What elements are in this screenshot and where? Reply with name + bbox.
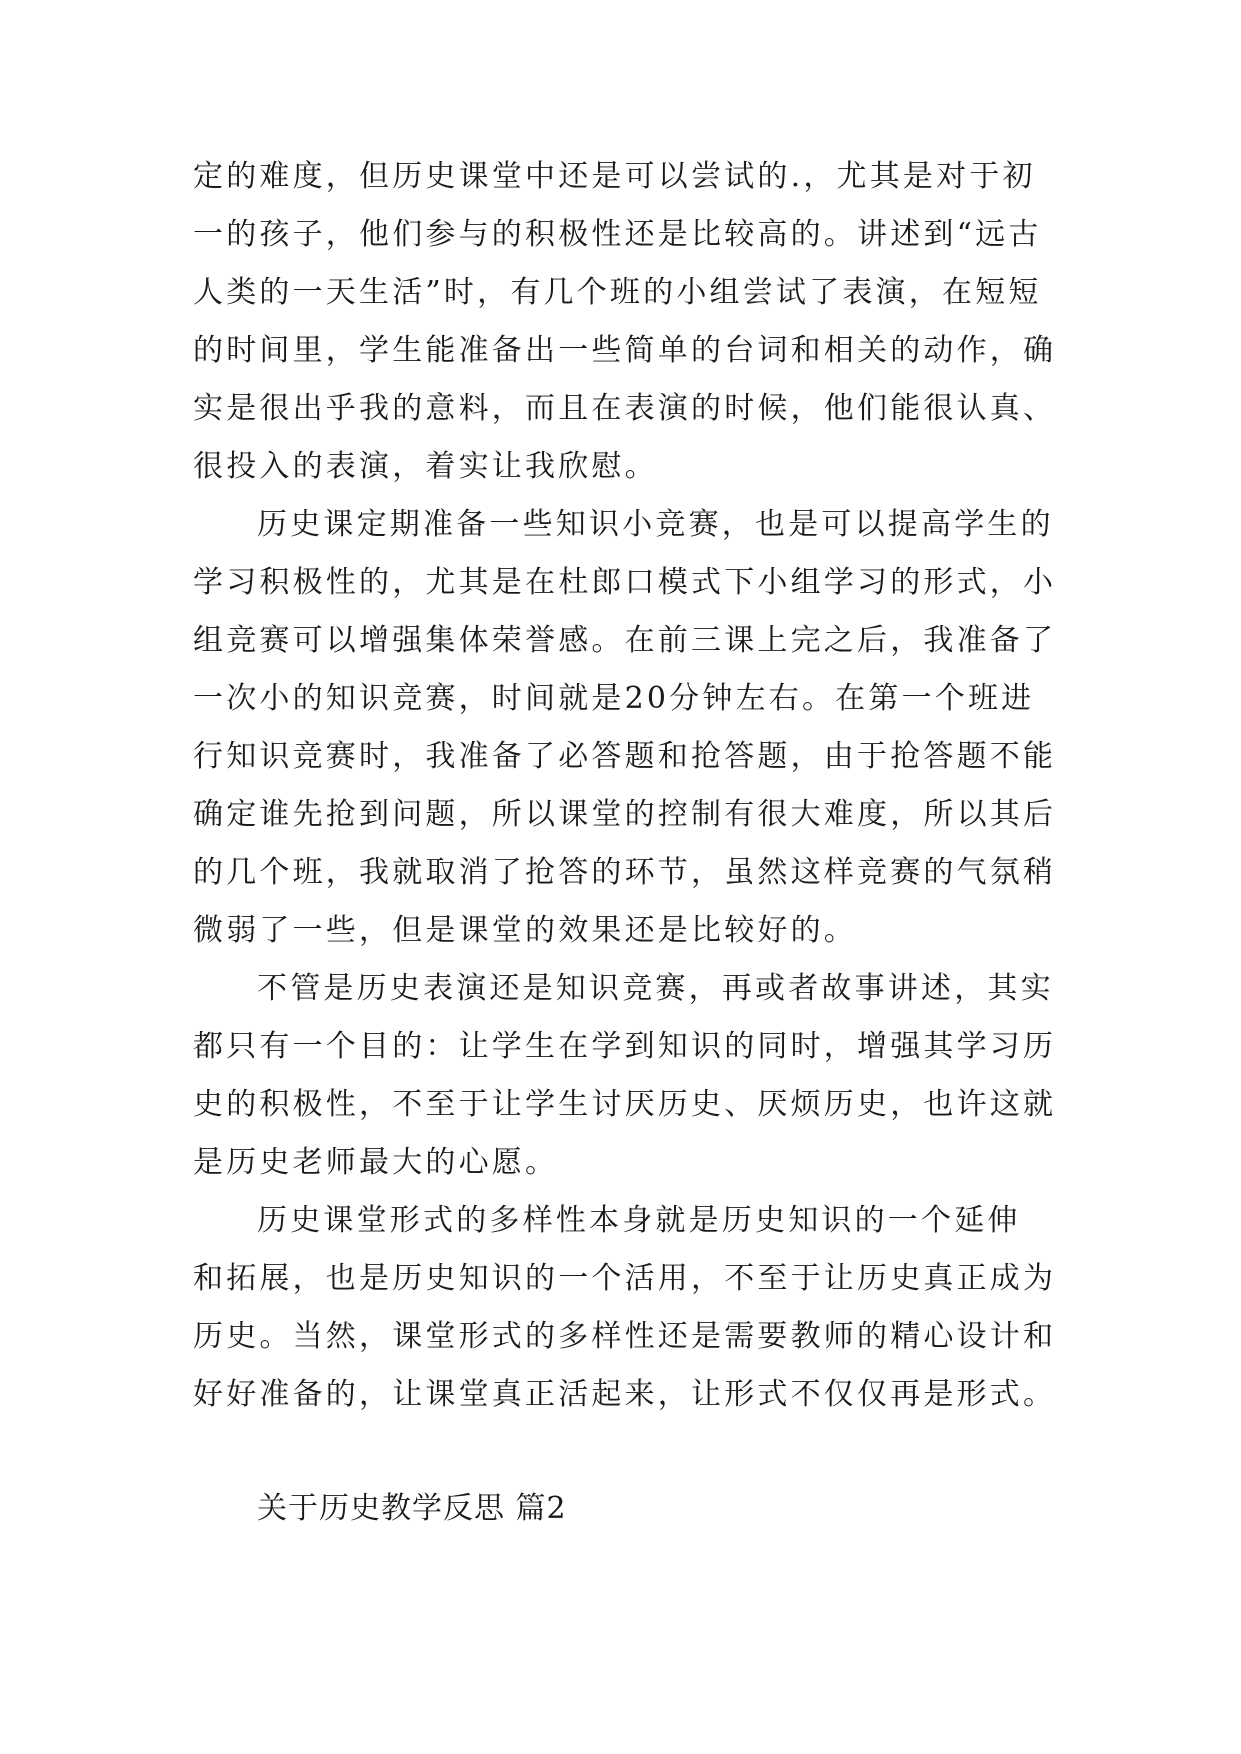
- text-line: 确定谁先抢到问题，所以课堂的控制有很大难度，所以其后: [193, 797, 1057, 832]
- text-line: 实是很出乎我的意料，而且在表演的时候，他们能很认真、: [193, 391, 1057, 426]
- text-line: 和拓展，也是历史知识的一个活用，不至于让历史真正成为: [193, 1261, 1057, 1296]
- text-line: 都只有一个目的：让学生在学到知识的同时，增强其学习历: [193, 1029, 1057, 1064]
- text-line: 的时间里，学生能准备出一些简单的台词和相关的动作，确: [193, 333, 1057, 368]
- text-line: 不管是历史表演还是知识竞赛，再或者故事讲述，其实: [257, 971, 1054, 1006]
- text-line: 很投入的表演，着实让我欣慰。: [193, 449, 658, 484]
- text-line: 行知识竞赛时，我准备了必答题和抢答题，由于抢答题不能: [193, 739, 1057, 774]
- text-line: 学习积极性的，尤其是在杜郎口模式下小组学习的形式，小: [193, 565, 1057, 600]
- text-line: 历史课堂形式的多样性本身就是历史知识的一个延伸: [257, 1203, 1021, 1238]
- text-line: 历史。当然，课堂形式的多样性还是需要教师的精心设计和: [193, 1319, 1057, 1354]
- text-line: 史的积极性，不至于让学生讨厌历史、厌烦历史，也许这就: [193, 1087, 1057, 1122]
- text-line: 是历史老师最大的心愿。: [193, 1145, 559, 1180]
- text-line: 一的孩子，他们参与的积极性还是比较高的。讲述到“远古: [193, 217, 1042, 252]
- text-line: 的几个班，我就取消了抢答的环节，虽然这样竞赛的气氛稍: [193, 855, 1057, 890]
- text-line: 定的难度，但历史课堂中还是可以尝试的.，尤其是对于初: [193, 159, 1036, 194]
- text-line: 组竞赛可以增强集体荣誉感。在前三课上完之后，我准备了: [193, 623, 1057, 658]
- text-line: 好好准备的，让课堂真正活起来，让形式不仅仅再是形式。: [193, 1377, 1057, 1412]
- text-line: 人类的一天生活”时，有几个班的小组尝试了表演，在短短: [193, 275, 1042, 310]
- text-line: 历史课定期准备一些知识小竞赛，也是可以提高学生的: [257, 507, 1054, 542]
- text-line: 一次小的知识竞赛，时间就是20分钟左右。在第一个班进: [193, 681, 1035, 716]
- section-heading: 关于历史教学反思 篇2: [257, 1491, 567, 1526]
- text-line: 微弱了一些，但是课堂的效果还是比较好的。: [193, 913, 857, 948]
